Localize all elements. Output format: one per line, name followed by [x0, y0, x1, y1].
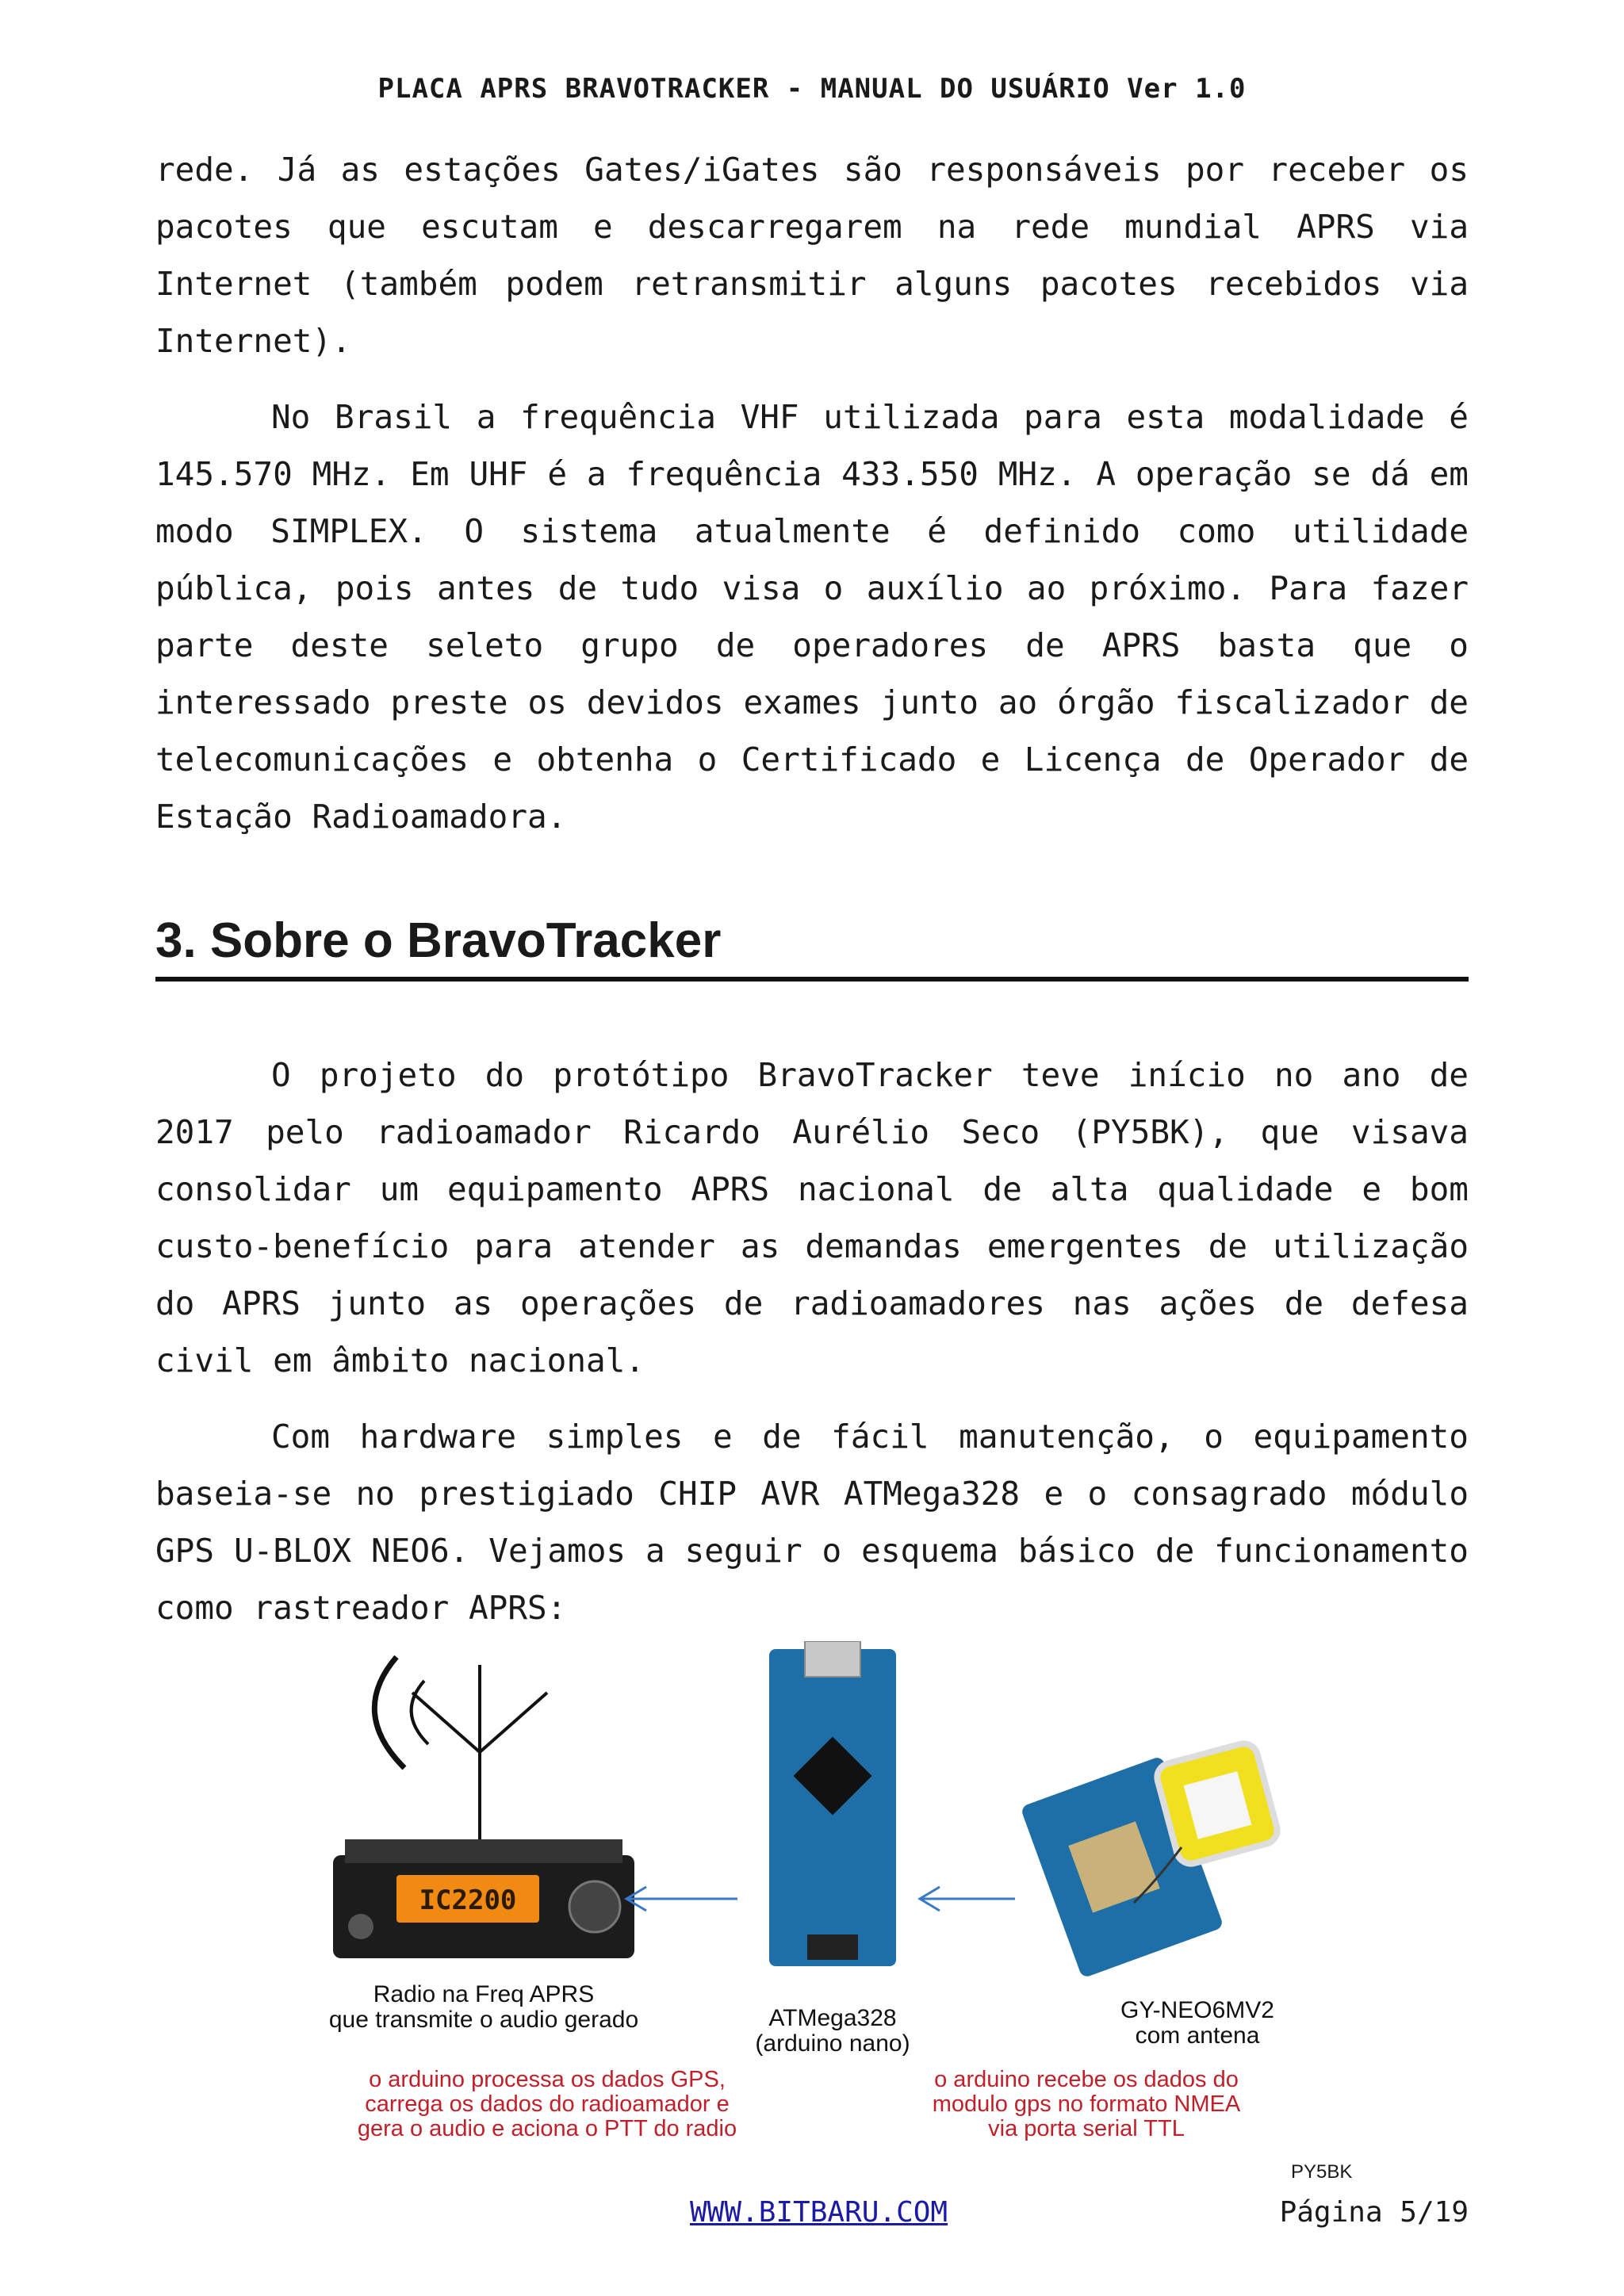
- radio-display-text: IC2200: [419, 1885, 517, 1916]
- arrow-left-icon-2: [920, 1887, 1015, 1911]
- section-heading: 3. Sobre o BravoTracker: [155, 909, 1469, 982]
- page-header-title: PLACA APRS BRAVOTRACKER - MANUAL DO USUÁRIO Ver 1.0: [377, 73, 1247, 105]
- gps-caption: GY-NEO6MV2 com antena: [1120, 1997, 1274, 2049]
- radio-wave-small-icon: [412, 1681, 428, 1744]
- paragraph-gates: rede. Já as estações Gates/iGates são responsáveis por receber os pacotes que escutam e descarregarem na rede mundial APRS via Internet (também podem retransmitir alguns pacotes recebidos via Internet).: [155, 151, 1469, 360]
- paragraph-project-history: O projeto do protótipo BravoTracker teve início no ano de 2017 pelo radioamador Ricardo Aurélio Seco (PY5BK), que visava consolidar um equipamento APRS nacional de alta qualidade e bom custo-benefício para atender as demandas emergentes de utilização do APRS junto as operações de radioamadores nas ações de defesa civil em âmbito nacional.: [155, 1056, 1469, 1380]
- block-diagram-figure: [285, 1641, 1396, 2180]
- radio-wave-icon: [374, 1657, 404, 1768]
- radio-transceiver-icon: [333, 1839, 634, 1958]
- paragraph-frequencies: No Brasil a frequência VHF utilizada para esta modalidade é 145.570 MHz. Em UHF é a frequência 433.550 MHz. A operação se dá em modo SIMPLEX. O sistema atualmente é definido como utilidade pública, pois antes de tudo visa o auxílio ao próximo. Para fazer parte deste seleto grupo de operadores de APRS basta que o interessado preste os devidos exames junto ao órgão fiscalizador de telecomunicações e obtenha o Certificado e Licença de Operador de Estação Radioamadora.: [155, 398, 1469, 836]
- figure-credit: PY5BK: [1291, 2161, 1353, 2183]
- paragraph-hardware: Com hardware simples e de fácil manutenção, o equipamento baseia-se no prestigiado CHIP AVR ATMega328 e o consagrado módulo GPS U-BLOX NEO6. Vejamos a seguir o esquema básico de funcionamento como rastreador APRS:: [155, 1418, 1469, 1627]
- footer-page-number: Página 5/19: [1279, 2196, 1469, 2229]
- arduino-caption: ATMega328 (arduino nano): [755, 2005, 910, 2057]
- arduino-board-icon: [769, 1641, 896, 1966]
- radio-caption: Radio na Freq APRS que transmite o audio gerado: [328, 1981, 639, 2033]
- note-arduino-receives: o arduino recebe os dados do modulo gps no formato NMEA via porta serial TTL: [932, 2067, 1241, 2141]
- footer-website-link[interactable]: WWW.BITBARU.COM: [690, 2196, 948, 2229]
- note-arduino-processes: o arduino processa os dados GPS, carrega os dados do radioamador e gera o audio e aciona o PTT do radio: [357, 2067, 737, 2141]
- antenna-icon: [412, 1665, 547, 1855]
- gps-module-icon: [1020, 1740, 1280, 1978]
- arrow-left-icon: [626, 1887, 737, 1911]
